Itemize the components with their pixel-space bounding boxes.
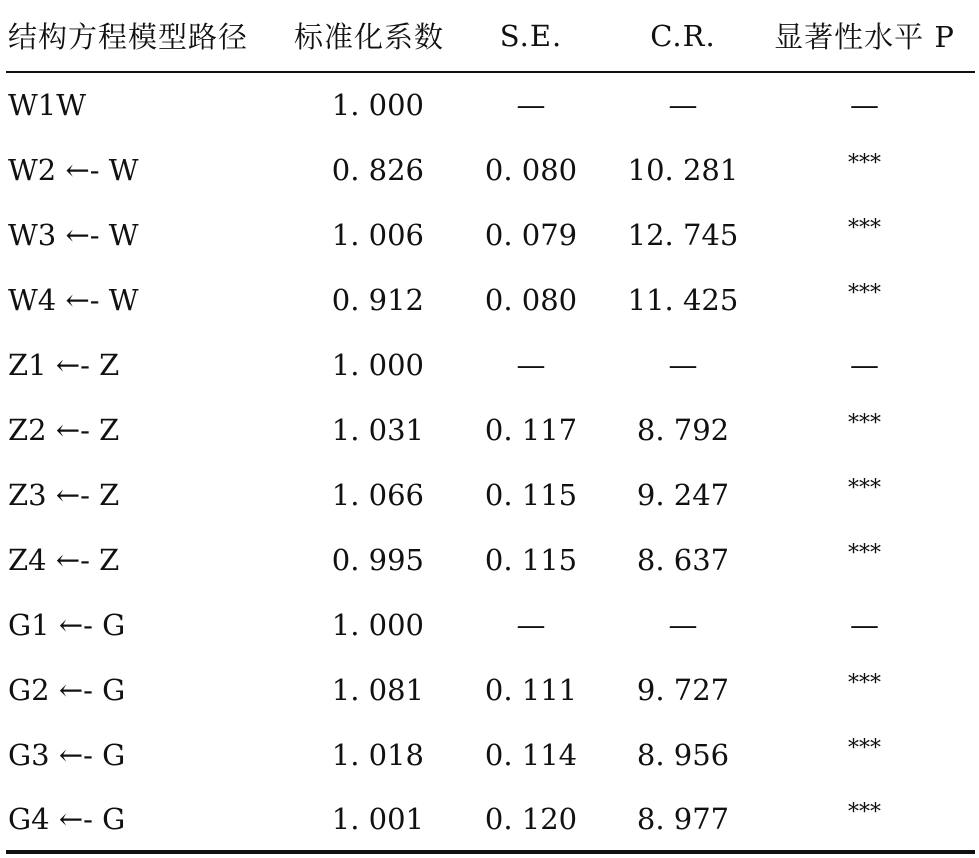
cell-significance — [754, 137, 975, 202]
cell-se — [450, 397, 612, 462]
cell-se-value: 0. 080 — [484, 152, 578, 187]
cell-se-value: — — [516, 88, 546, 122]
cell-path — [6, 527, 288, 592]
cell-cr — [612, 722, 754, 787]
cell-std-coef-value: 0. 912 — [331, 282, 424, 317]
cell-cr-value: 11. 425 — [627, 282, 739, 317]
sem-path-table — [6, 0, 975, 854]
cell-significance — [754, 657, 975, 722]
cell-std-coef — [288, 332, 450, 397]
cell-cr — [612, 527, 754, 592]
cell-std-coef — [288, 657, 450, 722]
header-cr: C.R. — [650, 18, 716, 53]
cell-std-coef — [288, 527, 450, 592]
cell-cr — [612, 657, 754, 722]
cell-std-coef-value: 1. 081 — [331, 672, 424, 707]
cell-std-coef — [288, 787, 450, 852]
cell-cr — [612, 202, 754, 267]
cell-significance — [754, 72, 975, 137]
cell-std-coef-value: 1. 031 — [331, 412, 424, 447]
cell-cr — [612, 332, 754, 397]
cell-se — [450, 72, 612, 137]
cell-se — [450, 787, 612, 852]
cell-std-coef-value: 0. 826 — [331, 152, 424, 187]
sem-path-table-container — [6, 0, 973, 854]
cell-se-value: — — [516, 347, 546, 382]
cell-cr — [612, 592, 754, 657]
table-row — [6, 72, 975, 137]
cell-significance — [754, 267, 975, 332]
cell-se-value: 0. 115 — [484, 542, 578, 577]
cell-std-coef — [288, 137, 450, 202]
cell-path-value: Z4 ←- Z — [8, 542, 120, 577]
significance-stars: *** — [848, 735, 881, 761]
cell-cr — [612, 397, 754, 462]
significance-stars: *** — [848, 280, 881, 306]
cell-std-coef — [288, 397, 450, 462]
cell-se-value: 0. 080 — [484, 282, 578, 317]
cell-cr — [612, 462, 754, 527]
cell-cr — [612, 267, 754, 332]
cell-std-coef-value: 1. 000 — [331, 88, 424, 122]
cell-std-coef-value: 1. 066 — [331, 477, 424, 512]
significance-stars: *** — [848, 475, 881, 501]
table-body — [6, 72, 975, 852]
cell-cr — [612, 137, 754, 202]
table-row — [6, 267, 975, 332]
cell-cr-value: 8. 977 — [636, 801, 730, 836]
cell-cr-value: 8. 637 — [636, 542, 730, 577]
cell-cr — [612, 787, 754, 852]
cell-path — [6, 592, 288, 657]
cell-path-value: G1 ←- G — [8, 607, 126, 642]
cell-significance — [754, 722, 975, 787]
cell-path — [6, 657, 288, 722]
header-significance: 显著性水平 P — [774, 20, 955, 54]
cell-cr-value: — — [668, 607, 698, 642]
cell-path — [6, 72, 288, 137]
cell-std-coef — [288, 592, 450, 657]
cell-se-value: 0. 115 — [484, 477, 578, 512]
cell-std-coef-value: 1. 018 — [331, 737, 424, 772]
cell-significance — [754, 202, 975, 267]
cell-path-value: W1W — [8, 88, 87, 122]
cell-std-coef-value: 1. 006 — [331, 217, 424, 252]
cell-cr-value: 9. 727 — [636, 672, 730, 707]
cell-se — [450, 657, 612, 722]
header-row — [6, 0, 975, 72]
cell-path-value: Z2 ←- Z — [8, 412, 120, 447]
cell-path-value: W2 ←- W — [8, 152, 139, 187]
header-path: 结构方程模型路径 — [8, 20, 249, 54]
significance-stars: *** — [848, 410, 881, 436]
cell-std-coef-value: 0. 995 — [331, 542, 424, 577]
cell-significance — [754, 592, 975, 657]
cell-cr-value: 10. 281 — [627, 152, 739, 187]
cell-se-value: 0. 111 — [484, 672, 578, 707]
table-row — [6, 787, 975, 852]
cell-se-value: 0. 120 — [484, 801, 578, 836]
cell-cr-value: 9. 247 — [636, 477, 730, 512]
cell-cr-value: — — [668, 347, 698, 382]
cell-significance — [754, 462, 975, 527]
cell-path — [6, 267, 288, 332]
cell-se — [450, 332, 612, 397]
significance-stars: *** — [848, 215, 881, 241]
significance-stars: *** — [848, 540, 881, 566]
cell-path-value: G4 ←- G — [8, 801, 126, 836]
cell-se — [450, 202, 612, 267]
cell-cr-value: 12. 745 — [627, 217, 739, 252]
cell-significance — [754, 332, 975, 397]
cell-cr — [612, 72, 754, 137]
cell-significance — [754, 787, 975, 852]
cell-path-value: W3 ←- W — [8, 217, 139, 252]
cell-significance-value: — — [850, 88, 879, 122]
cell-se-value: — — [516, 607, 546, 642]
cell-path-value: G3 ←- G — [8, 737, 126, 772]
cell-se-value: 0. 117 — [484, 412, 578, 447]
cell-std-coef-value: 1. 001 — [331, 801, 424, 836]
cell-path — [6, 397, 288, 462]
cell-std-coef — [288, 462, 450, 527]
table-row — [6, 592, 975, 657]
cell-std-coef-value: 1. 000 — [331, 607, 424, 642]
cell-path-value: Z3 ←- Z — [8, 477, 120, 512]
table-row — [6, 332, 975, 397]
cell-std-coef — [288, 202, 450, 267]
cell-path — [6, 787, 288, 852]
cell-path-value: G2 ←- G — [8, 672, 126, 707]
cell-path-value: W4 ←- W — [8, 282, 139, 317]
cell-cr-value: 8. 792 — [636, 412, 730, 447]
table-row — [6, 657, 975, 722]
cell-std-coef — [288, 267, 450, 332]
table-row — [6, 462, 975, 527]
cell-significance — [754, 397, 975, 462]
header-se: S.E. — [499, 18, 563, 53]
cell-se-value: 0. 079 — [484, 217, 578, 252]
significance-stars: *** — [848, 670, 881, 696]
cell-path — [6, 332, 288, 397]
cell-significance-value: — — [850, 607, 879, 642]
cell-se — [450, 462, 612, 527]
cell-se — [450, 137, 612, 202]
table-row — [6, 527, 975, 592]
cell-significance — [754, 527, 975, 592]
cell-se-value: 0. 114 — [484, 737, 578, 772]
cell-se — [450, 527, 612, 592]
cell-se — [450, 267, 612, 332]
cell-cr-value: — — [668, 88, 698, 122]
cell-cr-value: 8. 956 — [636, 737, 730, 772]
cell-std-coef — [288, 722, 450, 787]
cell-path — [6, 722, 288, 787]
table-row — [6, 202, 975, 267]
significance-stars: *** — [848, 799, 881, 825]
table-row — [6, 137, 975, 202]
cell-std-coef-value: 1. 000 — [331, 347, 424, 382]
cell-path — [6, 202, 288, 267]
cell-path-value: Z1 ←- Z — [8, 347, 120, 382]
cell-path — [6, 462, 288, 527]
table-row — [6, 722, 975, 787]
cell-se — [450, 592, 612, 657]
cell-path — [6, 137, 288, 202]
table-header — [6, 0, 975, 72]
table-row — [6, 397, 975, 462]
cell-std-coef — [288, 72, 450, 137]
cell-se — [450, 722, 612, 787]
header-std-coef: 标准化系数 — [293, 20, 444, 54]
cell-significance-value: — — [850, 347, 879, 382]
significance-stars: *** — [848, 150, 881, 176]
